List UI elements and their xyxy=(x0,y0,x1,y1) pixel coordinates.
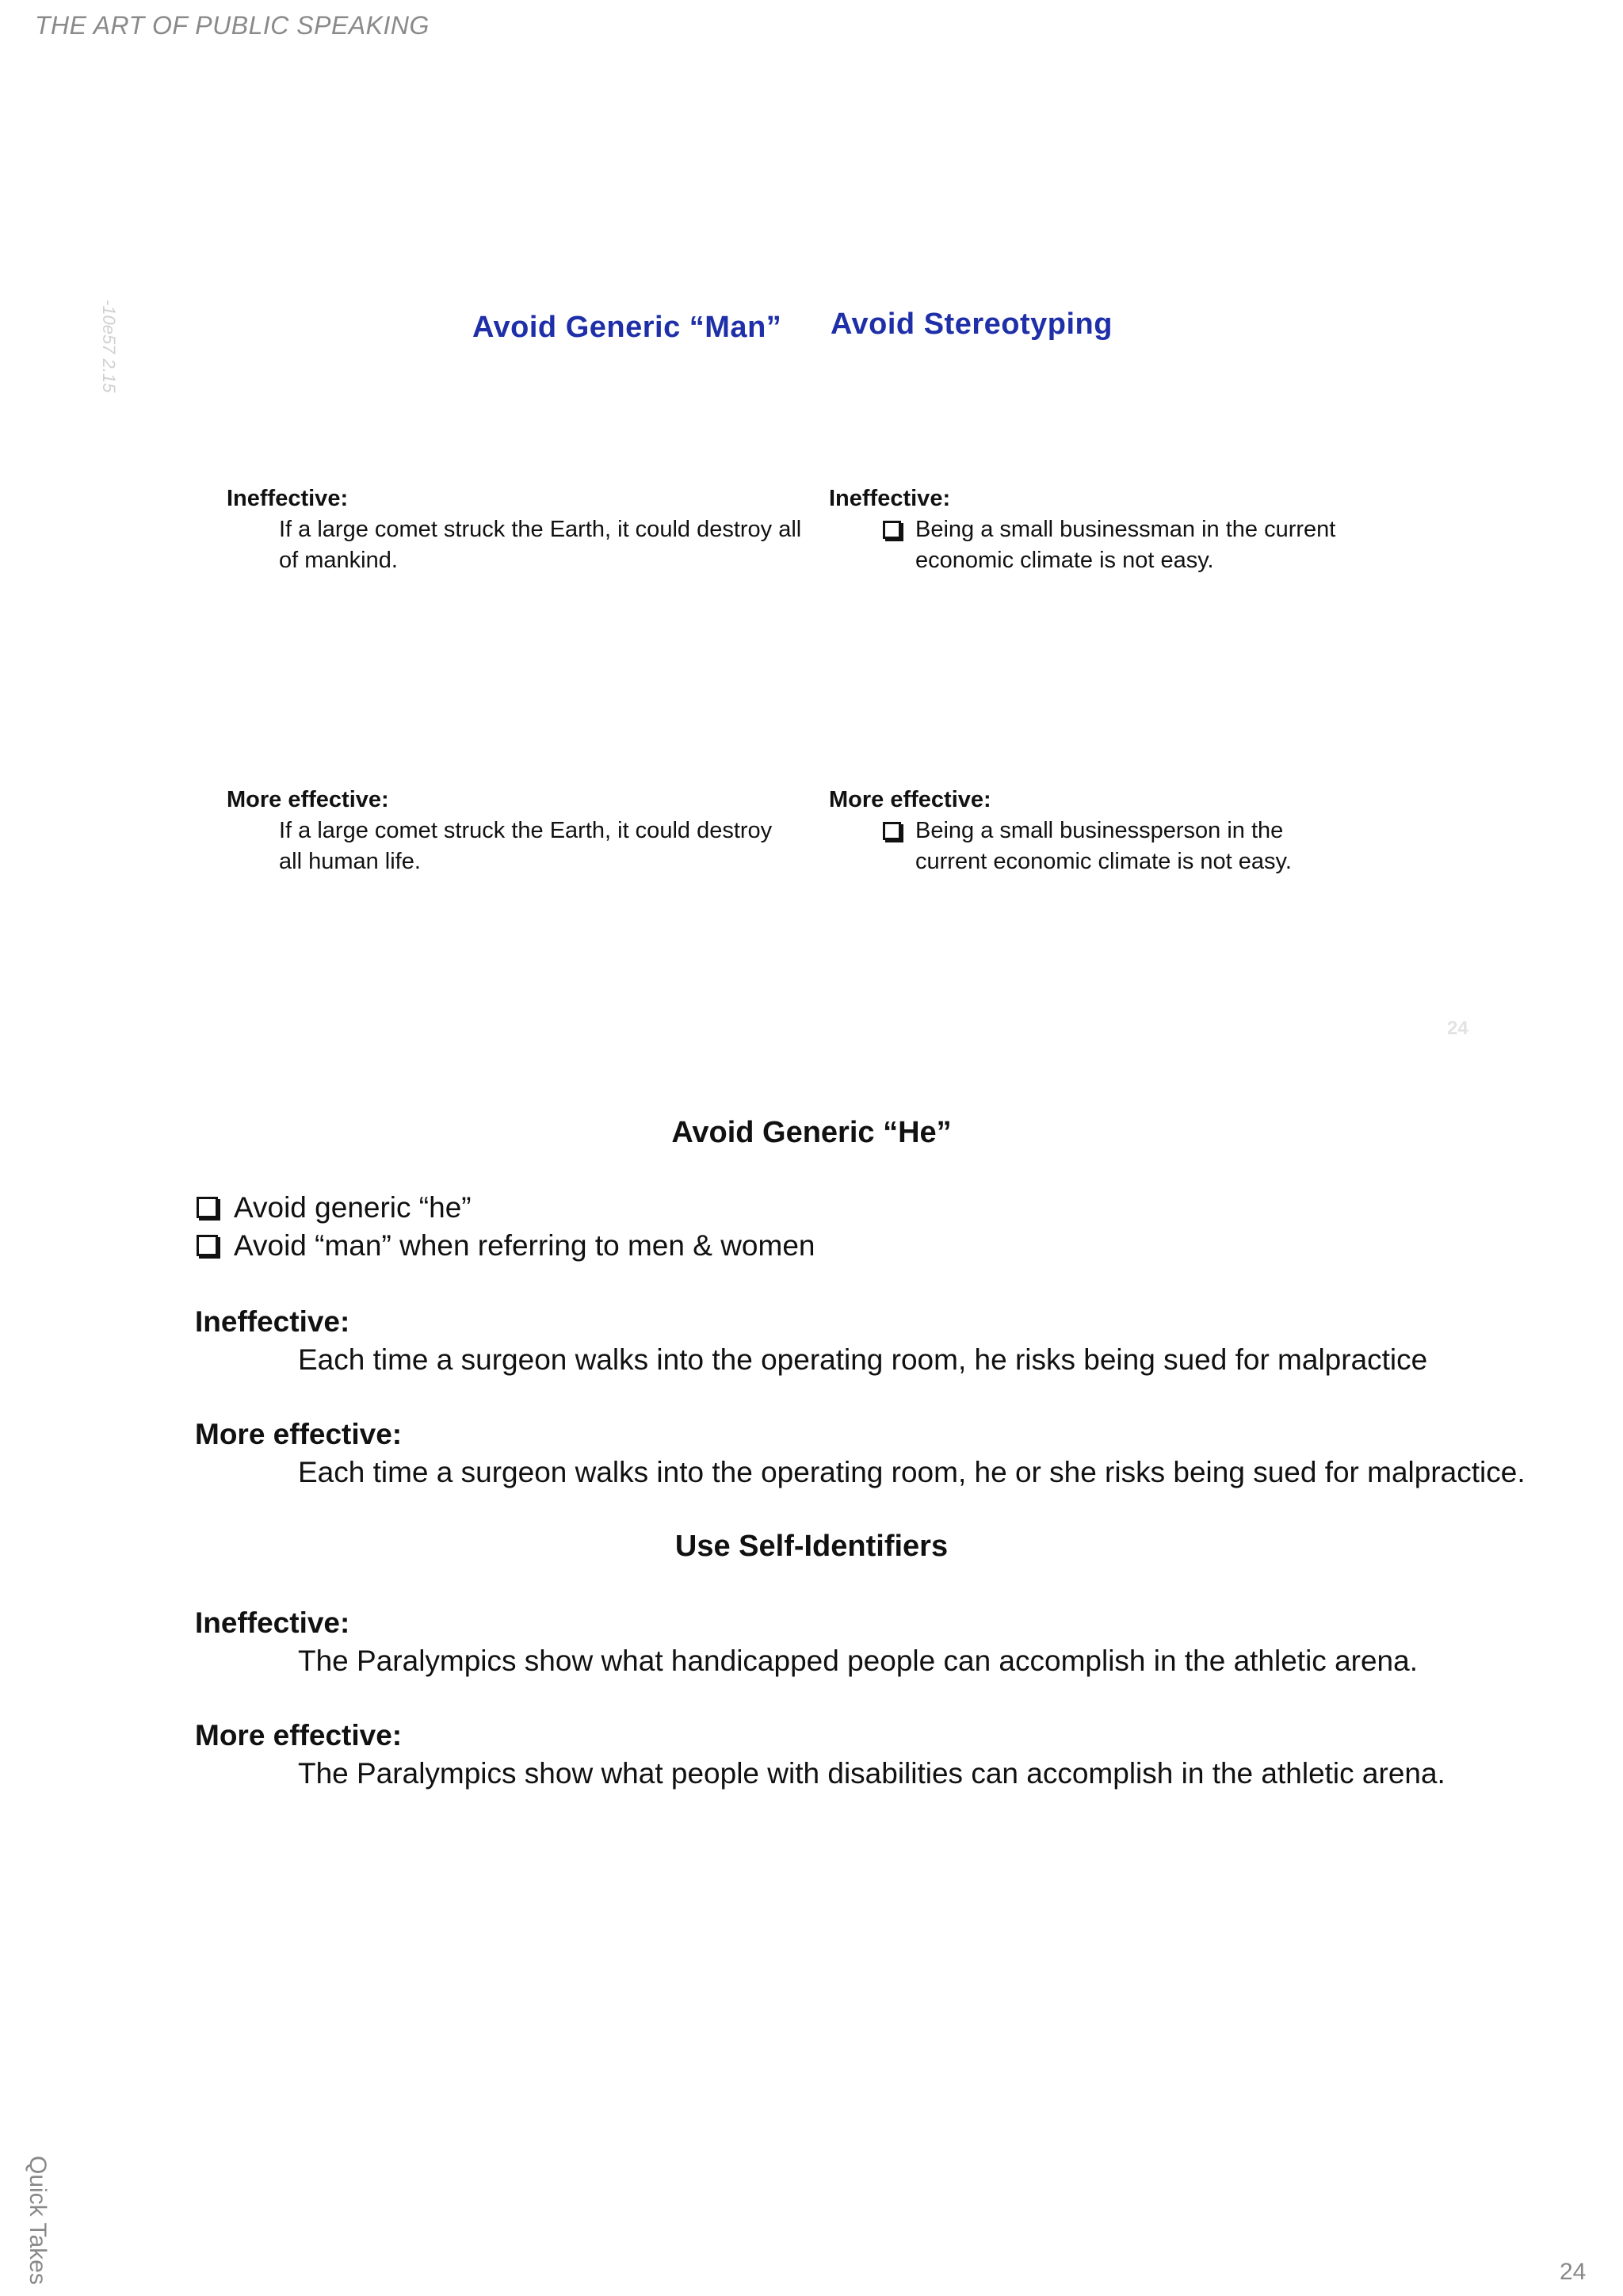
stereotyping-title: Avoid Stereotyping xyxy=(831,308,1113,341)
ineffective-label: Ineffective: xyxy=(227,486,349,511)
running-head: THE ART OF PUBLIC SPEAKING xyxy=(35,11,430,40)
list-item xyxy=(197,1189,815,1227)
side-footer-label: Quick Takes xyxy=(25,2156,51,2285)
effective-example: If a large comet struck the Earth, it could destroy all human life. xyxy=(279,818,773,874)
ineffective-example: If a large comet struck the Earth, it could destroy all of mankind. xyxy=(279,517,802,573)
ineffective-label: Ineffective: xyxy=(195,1305,350,1338)
checkbox-bullet-icon xyxy=(197,1197,218,1218)
list-item xyxy=(829,514,1336,576)
effective-example: The Paralympics show what people with disabilities can accomplish in the athletic arena. xyxy=(298,1757,1445,1790)
checkbox-bullet-icon xyxy=(883,521,901,539)
slide-number: 24 xyxy=(1447,1018,1468,1039)
self-identifiers-title: Use Self-Identifiers xyxy=(674,1530,949,1563)
ineffective-example: The Paralympics show what handicapped people can accomplish in the athletic arena. xyxy=(298,1645,1418,1677)
ineffective-label: Ineffective: xyxy=(829,486,951,511)
generic-he-bullets xyxy=(197,1189,815,1265)
list-item xyxy=(197,1227,815,1265)
checkbox-bullet-icon xyxy=(197,1235,218,1256)
effective-example: Being a small businessperson in the current economic climate is not easy. xyxy=(915,818,1292,874)
generic-man-ineffective xyxy=(227,483,813,576)
ineffective-label: Ineffective: xyxy=(195,1606,350,1639)
list-item xyxy=(829,816,1336,877)
generic-he-title: Avoid Generic “He” xyxy=(671,1116,952,1149)
generic-he-ineffective xyxy=(195,1303,1427,1379)
bullet-text: Avoid “man” when referring to men & women xyxy=(234,1229,815,1262)
effective-label: More effective: xyxy=(195,1418,403,1450)
page-number: 24 xyxy=(1560,2259,1587,2285)
ineffective-example: Each time a surgeon walks into the operating room, he risks being sued for malpractice xyxy=(298,1343,1428,1376)
ineffective-example: Being a small businessman in the current economic climate is not easy. xyxy=(915,517,1336,573)
generic-he-effective xyxy=(195,1415,1526,1492)
slide-stamp: -10e57 2.15 xyxy=(99,300,119,393)
generic-man-effective xyxy=(227,785,813,877)
stereotyping-ineffective xyxy=(829,483,1336,576)
effective-label: More effective: xyxy=(227,787,389,812)
self-identifiers-ineffective xyxy=(195,1604,1418,1680)
effective-label: More effective: xyxy=(829,787,991,812)
bullet-text: Avoid generic “he” xyxy=(234,1191,472,1224)
self-identifiers-effective xyxy=(195,1717,1445,1793)
effective-example: Each time a surgeon walks into the operating room, he or she risks being sued for malpractice. xyxy=(298,1456,1526,1488)
effective-label: More effective: xyxy=(195,1719,403,1752)
stereotyping-effective xyxy=(829,785,1336,877)
checkbox-bullet-icon xyxy=(883,822,901,840)
generic-man-title: Avoid Generic “Man” xyxy=(472,311,782,344)
